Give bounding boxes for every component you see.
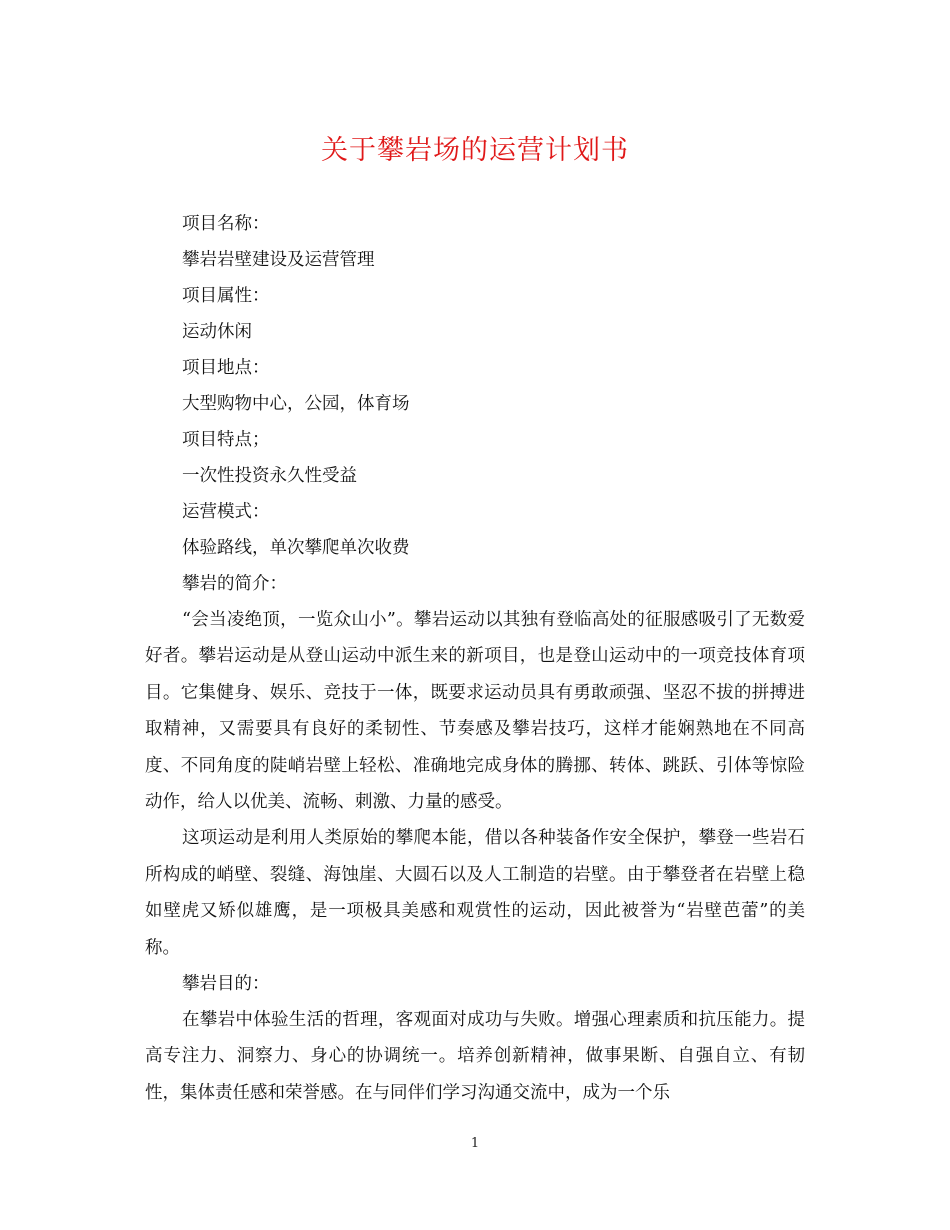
field-value-project-attribute: 运动休闲 — [182, 322, 252, 342]
field-value-project-location: 大型购物中心，公园，体育场 — [182, 394, 410, 414]
field-value-operation-mode: 体验路线，单次攀爬单次收费 — [182, 538, 410, 558]
section-heading-intro: 攀岩的简介： — [182, 574, 287, 594]
field-label-project-features: 项目特点； — [182, 430, 270, 450]
section-heading-purpose: 攀岩目的： — [182, 974, 270, 995]
document-body — [145, 206, 805, 1111]
field-label-project-name: 项目名称： — [182, 214, 270, 234]
field-value-project-name: 攀岩岩壁建设及运营管理 — [182, 250, 375, 270]
field-value-project-features: 一次性投资永久性受益 — [182, 466, 357, 486]
purpose-paragraph: 在攀岩中体验生活的哲理，客观面对成功与失败。增强心理素质和抗压能力。提高专注力、洞察力、身心的协调统一。培养创新精神，做事果断、自强自立、有韧性，集体责任感和荣誉感。在与同伴们学习沟通交流中，成为一个乐 — [145, 1010, 805, 1103]
intro-paragraph-1: “会当凌绝顶，一览众山小”。攀岩运动以其独有登临高处的征服感吸引了无数爱好者。攀岩运动是从登山运动中派生来的新项目，也是登山运动中的一项竞技体育项目。它集健身、娱乐、竞技于一体，既要求运动员具有勇敢顽强、坚忍不拔的拼搏进取精神，又需要具有良好的柔韧性、节奏感及攀岩技巧，这样才能娴熟地在不同高度、不同角度的陡峭岩壁上轻松、准确地完成身体的腾挪、转体、跳跃、引体等惊险动作，给人以优美、流畅、刺激、力量的感受。 — [145, 610, 805, 813]
document-title: 关于攀岩场的运营计划书 — [321, 135, 629, 166]
page-number: 1 — [470, 1136, 480, 1151]
field-label-operation-mode: 运营模式： — [182, 502, 270, 522]
intro-paragraph-2: 这项运动是利用人类原始的攀爬本能，借以各种装备作安全保护，攀登一些岩石所构成的峭壁、裂缝、海蚀崖、大圆石以及人工制造的岩壁。由于攀登者在岩壁上稳如壁虎又矫似雄鹰，是一项极具美感和观赏性的运动，因此被誉为“岩壁芭蕾”的美称。 — [145, 828, 805, 958]
field-label-project-location: 项目地点： — [182, 358, 270, 378]
field-label-project-attribute: 项目属性： — [182, 286, 270, 306]
